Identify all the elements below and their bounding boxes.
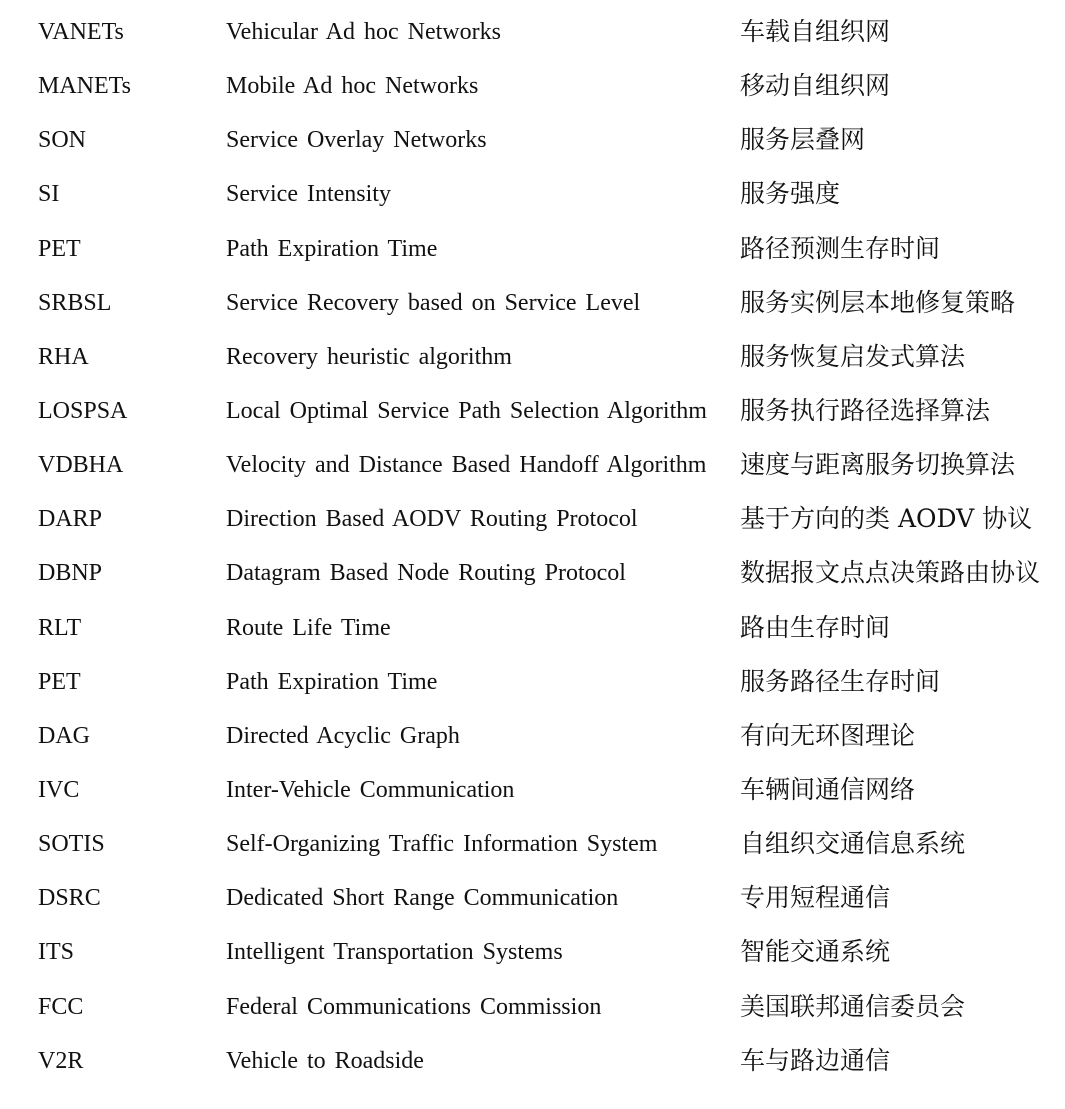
chinese-term-cell: 自组织交通信息系统	[740, 829, 966, 859]
table-row	[0, 655, 1065, 709]
abbreviation-cell: LOSPSA	[38, 397, 128, 424]
full-name-cell: Recovery heuristic algorithm	[226, 343, 512, 370]
abbreviation-cell: SOTIS	[38, 831, 105, 858]
full-name-cell: Direction Based AODV Routing Protocol	[226, 506, 638, 533]
table-row	[0, 1034, 1065, 1088]
abbreviation-cell: RHA	[38, 343, 89, 370]
chinese-term-cell: 车辆间通信网络	[740, 774, 916, 804]
abbreviation-cell: FCC	[38, 993, 84, 1020]
chinese-term-cell: 智能交通系统	[740, 937, 891, 967]
table-row	[0, 167, 1065, 221]
abbreviation-cell: DARP	[38, 506, 103, 533]
table-row	[0, 709, 1065, 763]
chinese-term-cell: 路径预测生存时间	[740, 233, 941, 263]
chinese-term-cell: 专用短程通信	[740, 883, 891, 913]
table-row	[0, 5, 1065, 59]
abbreviation-cell: SON	[38, 127, 87, 154]
table-row	[0, 601, 1065, 655]
chinese-term-cell: 有向无环图理论	[740, 720, 916, 750]
table-row	[0, 276, 1065, 330]
abbreviation-cell: VANETs	[38, 19, 124, 45]
chinese-term-cell: 服务路径生存时间	[740, 666, 941, 696]
chinese-term-cell: 移动自组织网	[740, 71, 891, 101]
chinese-term-cell: 基于方向的类 AODV 协议	[740, 504, 1033, 534]
table-row	[0, 817, 1065, 871]
full-name-cell: Local Optimal Service Path Selection Algorithm	[226, 397, 707, 424]
abbreviation-cell: SRBSL	[38, 289, 112, 316]
full-name-cell: Path Expiration Time	[226, 235, 438, 262]
chinese-term-cell: 数据报文点点决策路由协议	[740, 558, 1041, 588]
chinese-term-cell: 服务恢复启发式算法	[740, 341, 966, 371]
full-name-cell: Route Life Time	[226, 614, 391, 641]
chinese-term-cell: 车载自组织网	[740, 17, 891, 46]
full-name-cell: Vehicular Ad hoc Networks	[226, 19, 501, 45]
table-row	[0, 925, 1065, 979]
full-name-cell: Velocity and Distance Based Handoff Algorithm	[226, 452, 707, 479]
abbreviation-cell: MANETs	[38, 73, 131, 100]
abbreviation-cell: VDBHA	[38, 452, 124, 479]
table-row	[0, 384, 1065, 438]
chinese-term-cell: 美国联邦通信委员会	[740, 991, 966, 1021]
table-row	[0, 113, 1065, 167]
table-row	[0, 492, 1065, 546]
table-row	[0, 980, 1065, 1034]
abbreviation-cell: PET	[38, 668, 81, 695]
full-name-cell: Path Expiration Time	[226, 668, 438, 695]
abbreviation-cell: PET	[38, 235, 81, 262]
chinese-term-cell: 服务执行路径选择算法	[740, 395, 991, 425]
table-row	[0, 330, 1065, 384]
abbreviation-cell: V2R	[38, 1047, 84, 1074]
full-name-cell: Inter-Vehicle Communication	[226, 776, 515, 803]
table-row	[0, 59, 1065, 113]
table-row	[0, 871, 1065, 925]
abbreviation-cell: DBNP	[38, 560, 103, 587]
abbreviation-cell: ITS	[38, 939, 74, 966]
full-name-cell: Self-Organizing Traffic Information System	[226, 831, 658, 858]
full-name-cell: Directed Acyclic Graph	[226, 722, 460, 749]
full-name-cell: Service Intensity	[226, 181, 391, 208]
table-row	[0, 222, 1065, 276]
abbreviation-cell: DSRC	[38, 885, 101, 912]
abbreviation-cell: IVC	[38, 776, 80, 803]
full-name-cell: Intelligent Transportation Systems	[226, 939, 563, 966]
full-name-cell: Mobile Ad hoc Networks	[226, 73, 479, 100]
table-row	[0, 546, 1065, 600]
abbreviation-cell: DAG	[38, 722, 90, 749]
full-name-cell: Dedicated Short Range Communication	[226, 885, 619, 912]
chinese-term-cell: 路由生存时间	[740, 612, 891, 642]
chinese-term-cell: 服务实例层本地修复策略	[740, 287, 1016, 317]
abbreviation-table	[0, 5, 1065, 1088]
chinese-term-cell: 车与路边通信	[740, 1045, 891, 1075]
full-name-cell: Service Overlay Networks	[226, 127, 487, 154]
table-row	[0, 763, 1065, 817]
full-name-cell: Datagram Based Node Routing Protocol	[226, 560, 626, 587]
chinese-term-cell: 服务层叠网	[740, 125, 866, 155]
chinese-term-cell: 服务强度	[740, 179, 841, 209]
chinese-term-cell: 速度与距离服务切换算法	[740, 450, 1016, 480]
full-name-cell: Service Recovery based on Service Level	[226, 289, 641, 316]
full-name-cell: Vehicle to Roadside	[226, 1047, 424, 1074]
abbreviation-cell: RLT	[38, 614, 82, 641]
abbreviation-cell: SI	[38, 181, 60, 208]
table-row	[0, 438, 1065, 492]
full-name-cell: Federal Communications Commission	[226, 993, 602, 1020]
